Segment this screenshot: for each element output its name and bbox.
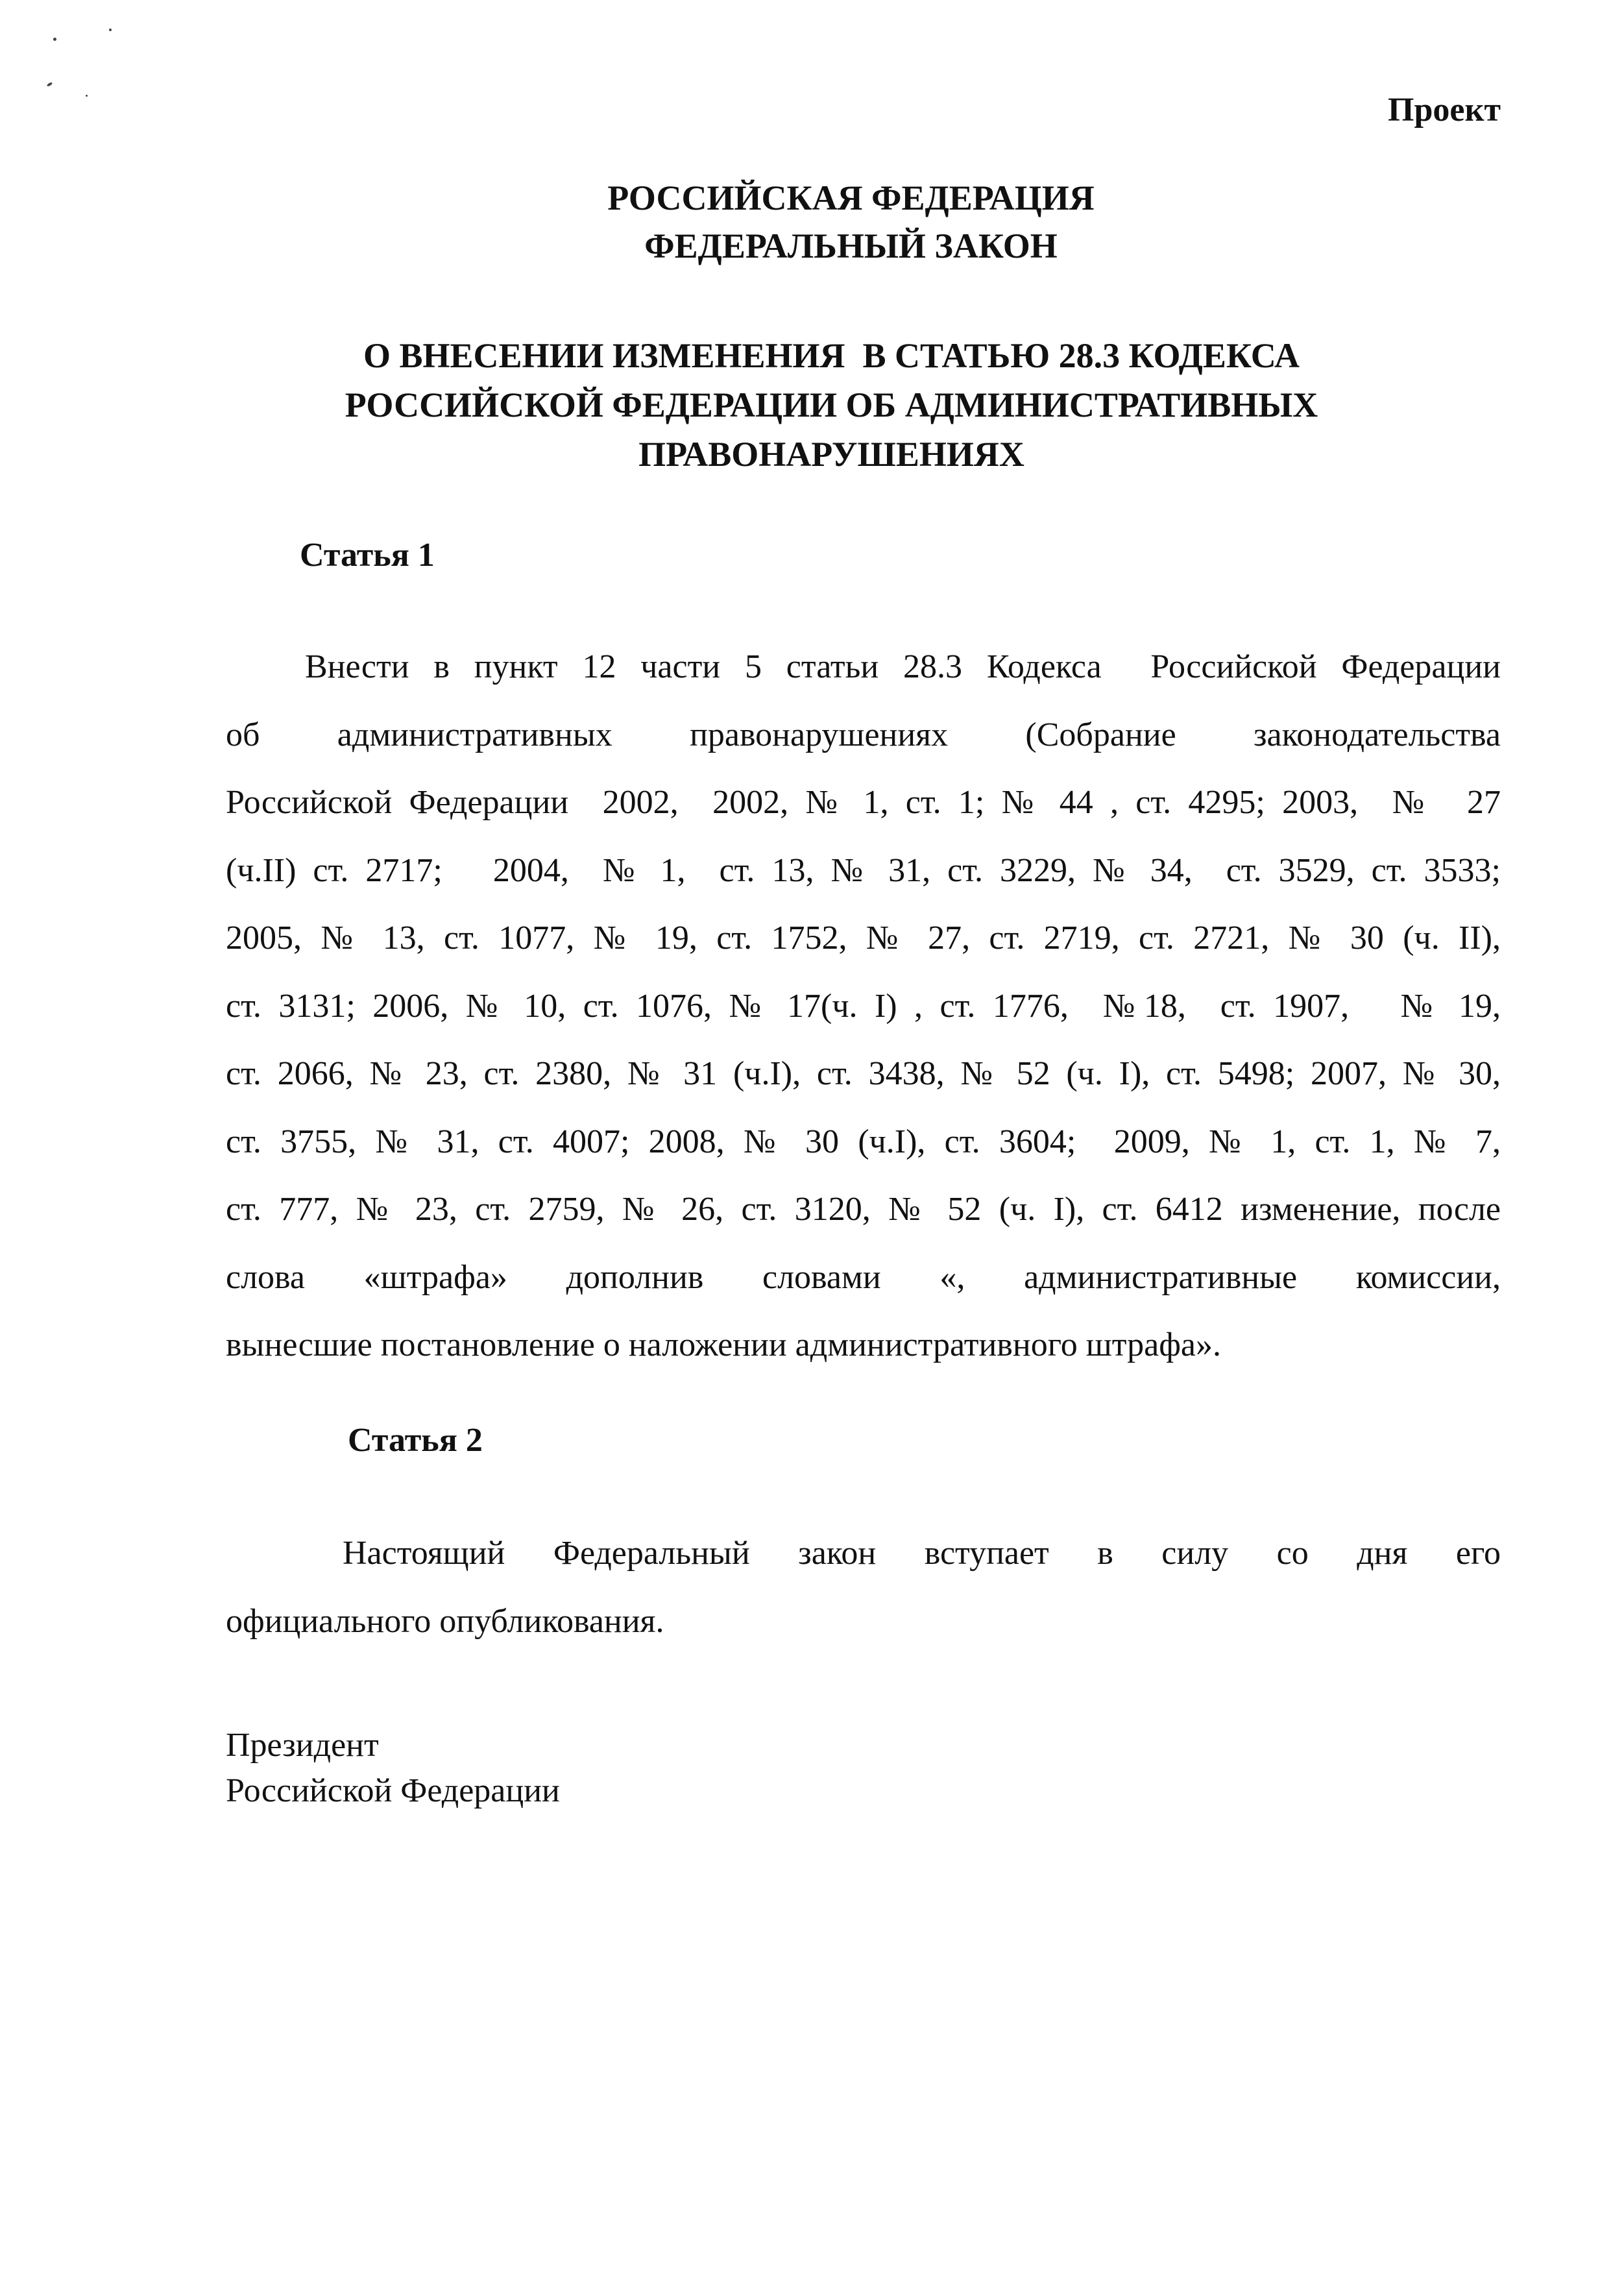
article-2-body xyxy=(226,1520,1501,1655)
article-1-body xyxy=(226,633,1501,1380)
article-1-line: об административных правонарушениях (Собрание законодательства xyxy=(226,716,1501,753)
law-title-line: РОССИЙСКОЙ ФЕДЕРАЦИИ ОБ АДМИНИСТРАТИВНЫХ xyxy=(345,385,1318,424)
signature-block xyxy=(226,1723,560,1814)
article-1-line: слова «штрафа» дополнив словами «, административные комиссии, xyxy=(226,1258,1501,1296)
article-1-line: Российской Федерации 2002, 2002, № 1, ст. 1; № 44 , ст. 4295; 2003, № 27 xyxy=(226,784,1501,821)
draft-stamp: Проект xyxy=(1388,91,1501,128)
scan-speck xyxy=(86,95,88,97)
article-2-line: Настоящий Федеральный закон вступает в силу со дня его xyxy=(343,1535,1501,1572)
signature-title: Президент xyxy=(226,1727,379,1764)
article-1-line: (ч.II) ст. 2717; 2004, № 1, ст. 13, № 31, ст. 3229, № 34, ст. 3529, ст. 3533; xyxy=(226,851,1501,889)
law-title xyxy=(19,331,1624,479)
law-title-line: О ВНЕСЕНИИ ИЗМЕНЕНИЯ В СТАТЬЮ 28.3 КОДЕКСА xyxy=(363,336,1300,375)
issuer-header xyxy=(39,174,1624,270)
article-1-line: ст. 3131; 2006, № 10, ст. 1076, № 17(ч. I) , ст. 1776, №18, ст. 1907, № 19, xyxy=(226,987,1501,1025)
scan-speck xyxy=(53,38,56,41)
article-1-line: вынесшие постановление о наложении административного штрафа». xyxy=(226,1326,1221,1363)
header-country: РОССИЙСКАЯ ФЕДЕРАЦИЯ xyxy=(607,178,1095,217)
header-doc-type: ФЕДЕРАЛЬНЫЙ ЗАКОН xyxy=(644,226,1058,265)
article-1-line: ст. 777, № 23, ст. 2759, № 26, ст. 3120, № 52 (ч. I), ст. 6412 изменение, после xyxy=(226,1191,1501,1228)
article-1-line: Внести в пункт 12 части 5 статьи 28.3 Кодекса Российской Федерации xyxy=(305,648,1501,685)
signature-country: Российской Федерации xyxy=(226,1772,560,1809)
scan-speck xyxy=(109,29,112,31)
article-1-line: 2005, № 13, ст. 1077, № 19, ст. 1752, № 27, ст. 2719, ст. 2721, № 30 (ч. II), xyxy=(226,920,1501,957)
article-1-line: ст. 3755, № 31, ст. 4007; 2008, № 30 (ч.I), ст. 3604; 2009, № 1, ст. 1, № 7, xyxy=(226,1123,1501,1160)
article-1-line: ст. 2066, № 23, ст. 2380, № 31 (ч.I), ст. 3438, № 52 (ч. I), ст. 5498; 2007, № 30, xyxy=(226,1055,1501,1092)
law-title-line: ПРАВОНАРУШЕНИЯХ xyxy=(638,435,1024,474)
article-2-heading: Статья 2 xyxy=(348,1422,483,1459)
scan-speck xyxy=(47,82,53,87)
article-2-line: официального опубликования. xyxy=(226,1602,664,1640)
article-1-heading: Статья 1 xyxy=(300,537,435,574)
